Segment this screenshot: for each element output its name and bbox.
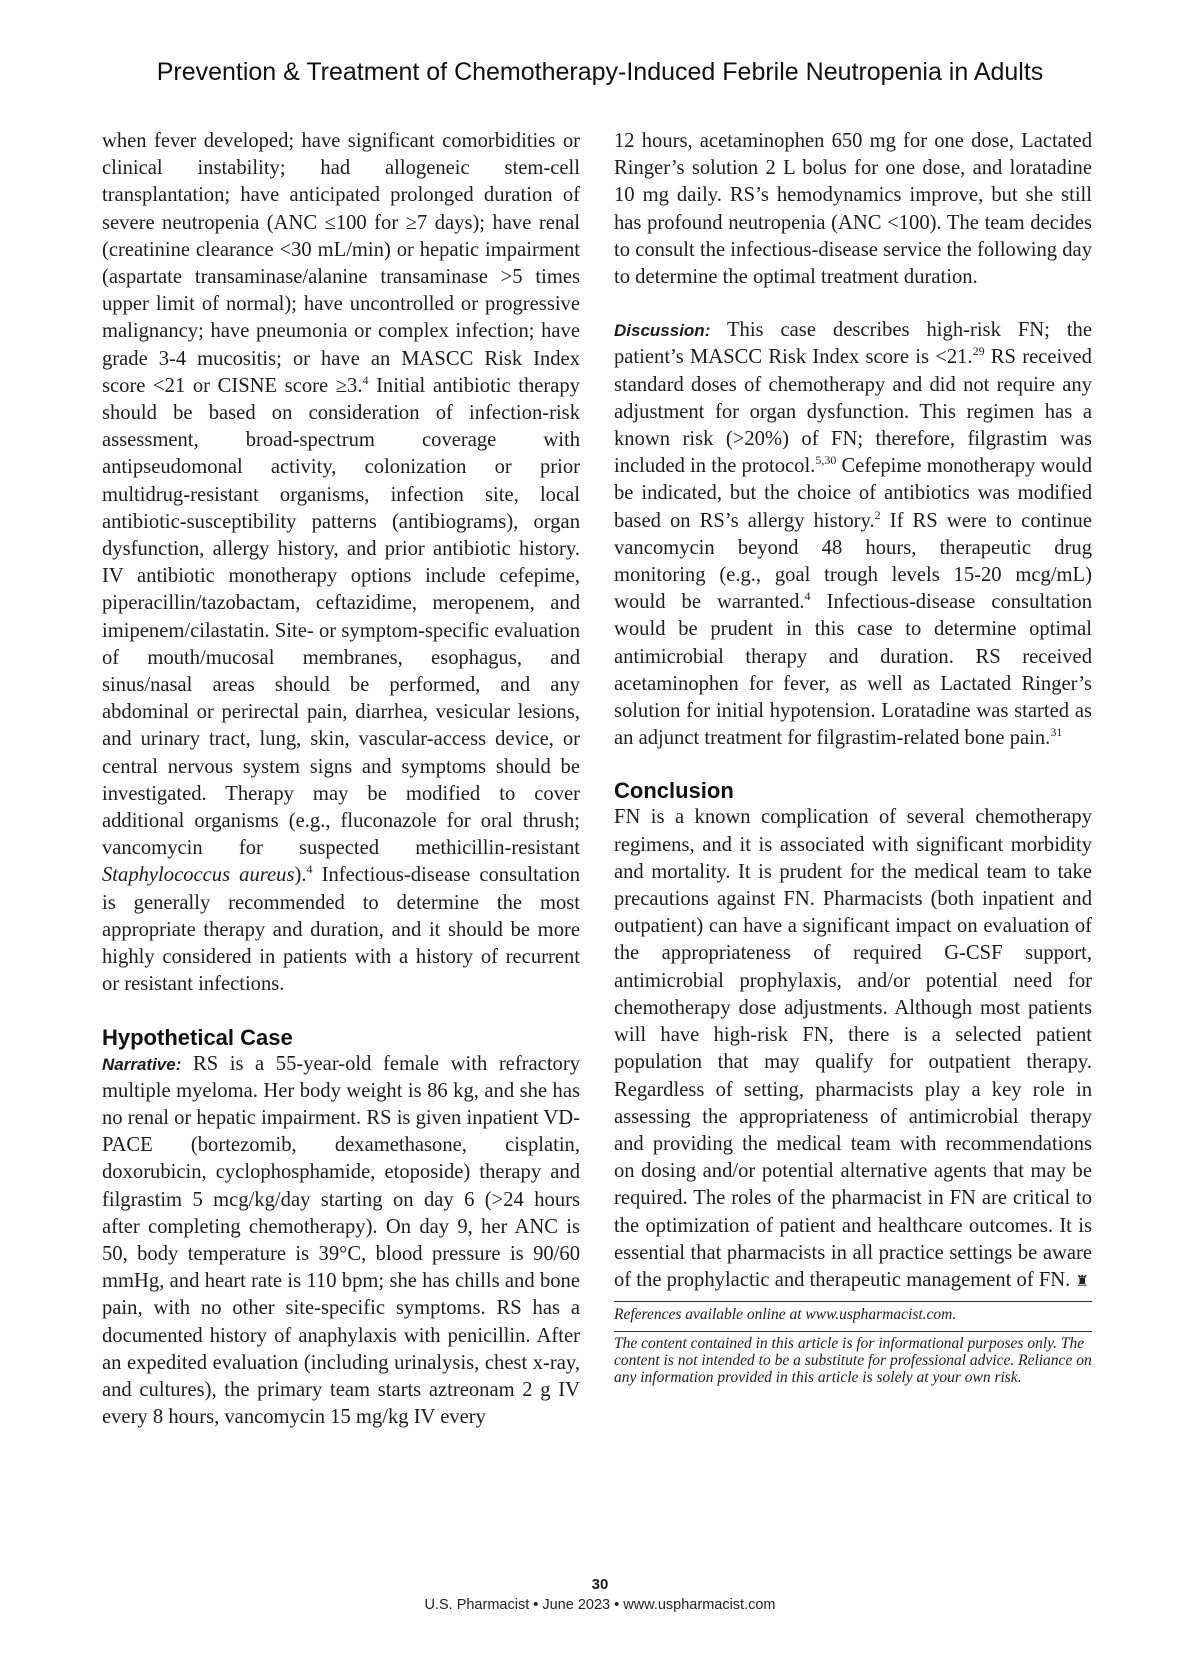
intro-paragraph: when fever developed; have significant comorbidities or clinical instability; had allogeneic stem-cell transplantation; have anticipated prolonged duration of severe neutropenia (ANC ≤100 for ≥7 days); have renal (creatinine clearance <30 mL/min) or hepatic impairment (aspartate transaminase/alanine transaminase >5 times upper limit of normal); have uncontrolled or progressive malignancy; have pneumonia or complex infection; have grade 3-4 mucositis; or have an MASCC Risk Index score <21 or CISNE score ≥3.$^4$ Initial antibiotic therapy should be based on consideration of infection-risk assessment, broad-spectrum coverage with antipseudomonal activity, colonization or prior multidrug-resistant organisms, infection site, local antibiotic-susceptibility patterns (antibiograms), organ dysfunction, allergy history, and prior antibiotic history. IV antibiotic monotherapy options include cefepime, piperacillin/tazobactam, ceftazidime, meropenem, and imipenem/cilastatin. Site- or symptom-specific evaluation of mouth/mucosal membranes, esophagus, and sinus/nasal areas should be performed, and any abdominal or perirectal pain, diarrhea, vesicular lesions, and urinary tract, lung, skin, vascular-access device, or central nervous system signs and symptoms should be investigated. Therapy may be modified to cover additional organisms (e.g., fluconazole for oral thrush; vancomycin for suspected methicillin-resistant Staphylococcus aureus).$^4$ Infectious-disease consultation is generally recommended to determine the most appropriate therapy and duration, and it should be more highly considered in patients with a history of recurrent or resistant infections. <box>102 130 580 996</box>
running-header: Prevention & Treatment of Chemotherapy-Induced Febrile Neutropenia in Adults <box>156 58 1044 86</box>
section-heading-hypothetical-case: Hypothetical Case <box>102 1024 293 1050</box>
disclaimer: The content contained in this article is for informational purposes only. The content is not intended to be a substitute for professional advice. Reliance on any information provided in this article is solely at your own risk. <box>614 1331 1092 1386</box>
citation: 5,30 <box>815 453 837 468</box>
citation: 4 <box>804 589 811 604</box>
organism-name: Staphylococcus aureus <box>102 864 295 887</box>
right-column <box>614 128 1092 1386</box>
narrative-label: Narrative: <box>102 1054 182 1074</box>
narrative-paragraph: Narrative: RS is a 55-year-old female with refractory multiple myeloma. Her body weight is 86 kg, and she has no renal or hepatic impairment. RS is given inpatient VD-PACE (bortezomib, dexamethasone, cisplatin, doxorubicin, cyclophosphamide, etoposide) therapy and filgrastim 5 mcg/kg/day starting on day 6 (>24 hours after completing chemotherapy). On day 9, her ANC is 50, body temperature is 39°C, blood pressure is 90/60 mmHg, and heart rate is 110 bpm; she has chills and bone pain, with no other site-specific symptoms. RS has a documented history of anaphylaxis with penicillin. After an expedited evaluation (including urinalysis, chest x-ray, and cultures), the primary team starts aztreonam 2 g IV every 8 hours, vancomycin 15 mg/kg IV every <box>102 1052 580 1429</box>
citation: 2 <box>874 507 881 522</box>
discussion-label: Discussion: <box>614 321 711 341</box>
left-column <box>102 128 580 1431</box>
references-note: References available online at www.uspharmacist.com. <box>614 1301 1092 1325</box>
conclusion-paragraph: FN is a known complication of several chemotherapy regimens, and it is associated with significant morbidity and mortality. It is prudent for the medical team to take precautions against FN. Pharmacists (both inpatient and outpatient) can have a significant impact on evaluation of the appropriateness of required G-CSF support, antimicrobial prophylaxis, and/or potential need for chemotherapy dose adjustments. Although most patients will have high-risk FN, there is a selected patient population that may qualify for outpatient therapy. Regardless of setting, pharmacists play a key role in assessing the appropriateness of antimicrobial therapy and providing the medical team with recommendations on dosing and/or potential alternative agents that may be required. The roles of the pharmacist in FN are critical to the optimization of patient and healthcare outcomes. It is essential that pharmacists in all practice settings be aware of the prophylactic and therapeutic management of FN. ♜ <box>614 806 1092 1291</box>
citation: 4 <box>306 862 313 877</box>
discussion-paragraph: Discussion: This case describes high-risk FN; the patient’s MASCC Risk Index score is <21.29 RS received standard doses of chemotherapy and did not require any adjustment for organ dysfunction. This regimen has a known risk (>20%) of FN; therefore, filgrastim was included in the protocol.$^{5,30}$ Cefepime monotherapy would be indicated, but the choice of antibiotics was modified based on RS’s allergy history.$^2$ If RS were to continue vancomycin beyond 48 hours, therapeutic drug monitoring (e.g., goal trough levels 15-20 mcg/mL) would be warranted.$^4$ Infectious-disease consultation would be prudent in this case to determine optimal antimicrobial therapy and duration. RS received acetaminophen for fever, as well as Lactated Ringer’s solution for initial hypotension. Loratadine was started as an adjunct treatment for filgrastim-related bone pain.$^{31}$ <box>614 319 1092 750</box>
section-heading-conclusion: Conclusion <box>614 778 734 804</box>
page-number: 30 <box>591 1576 609 1593</box>
citation: 31 <box>1050 725 1063 740</box>
end-of-article-icon: ♜ <box>1075 1271 1089 1290</box>
narrative-continuation: 12 hours, acetaminophen 650 mg for one dose, Lactated Ringer’s solution 2 L bolus for one dose, and loratadine 10 mg daily. RS’s hemodynamics improve, but she still has profound neutropenia (ANC <100). The team decides to consult the infectious-disease service the following day to determine the optimal treatment duration. <box>614 130 1092 289</box>
citation: 4 <box>362 372 369 387</box>
publication-footer: U.S. Pharmacist • June 2023 • www.uspharmacist.com <box>424 1597 776 1613</box>
citation: 29 <box>972 344 985 359</box>
